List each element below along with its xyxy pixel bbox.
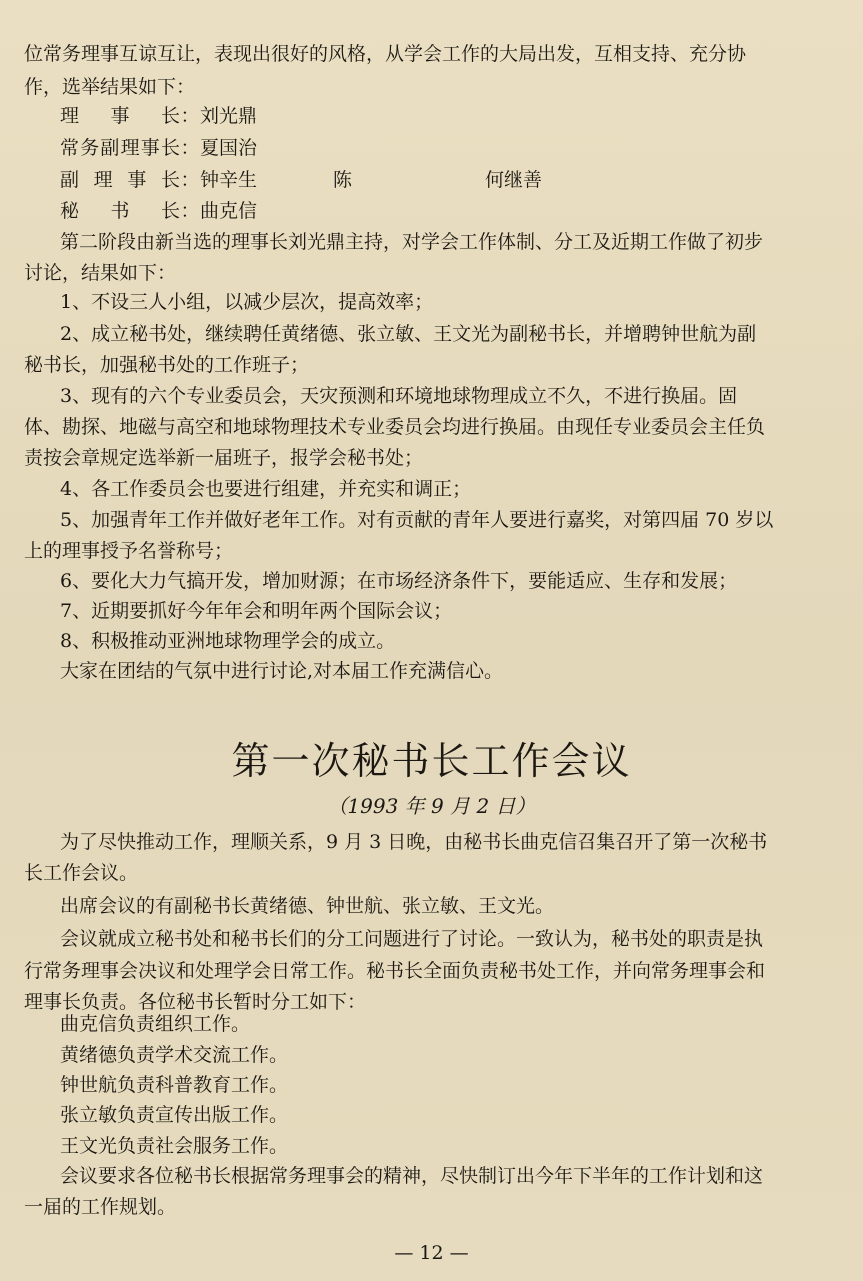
list-item-cont: 秘书长，加强秘书处的工作班子； [24, 354, 310, 376]
officer-sep: ： [180, 200, 200, 222]
officer-sep: ： [180, 169, 200, 191]
text-line: 作，选举结果如下： [24, 76, 196, 98]
officer-names: 曲克信 [200, 200, 258, 222]
list-item: 6、要化大力气搞开发，增加财源；在市场经济条件下，要能适应、生存和发展； [60, 570, 738, 592]
text-line: 位常务理事互谅互让，表现出很好的风格，从学会工作的大局出发，互相支持、充分协 [24, 43, 747, 65]
list-item-cont: 责按会章规定选举新一届班子，报学会秘书处； [24, 447, 424, 469]
list-item: 8、积极推动亚洲地球物理学会的成立。 [60, 630, 396, 652]
text-line: 行常务理事会决议和处理学会日常工作。秘书长全面负责秘书处工作，并向常务理事会和 [24, 960, 766, 982]
duty-line: 张立敏负责宣传出版工作。 [60, 1104, 289, 1126]
text-line: 出席会议的有副秘书长黄绪德、钟世航、张立敏、王文光。 [60, 895, 555, 917]
list-item: 5、加强青年工作并做好老年工作。对有贡献的青年人要进行嘉奖，对第四届 70 岁以 [60, 509, 774, 531]
text-line: 会议要求各位秘书长根据常务理事会的精神，尽快制订出今年下半年的工作计划和这 [60, 1165, 764, 1187]
list-item: 2、成立秘书处，继续聘任黄绪德、张立敏、王文光为副秘书长，并增聘钟世航为副 [60, 323, 757, 345]
officer-row [60, 139, 257, 158]
list-item: 3、现有的六个专业委员会，天灾预测和环境地球物理成立不久，不进行换届。固 [60, 385, 738, 407]
section-date: （1993 年 9 月 2 日） [327, 794, 536, 818]
text-line: 会议就成立秘书处和秘书长们的分工问题进行了讨论。一致认为，秘书处的职责是执 [60, 928, 764, 950]
text-line: 长工作会议。 [24, 862, 139, 884]
list-item-cont: 体、勘探、地磁与高空和地球物理技术专业委员会均进行换届。由现任专业委员会主任负 [24, 416, 766, 438]
duty-line: 王文光负责社会服务工作。 [60, 1135, 289, 1157]
officer-sep: ： [180, 137, 200, 159]
officer-row [60, 202, 257, 221]
duty-line: 钟世航负责科普教育工作。 [60, 1074, 289, 1096]
page-number: — 12 — [394, 1242, 469, 1264]
officer-names: 刘光鼎 [200, 105, 258, 127]
officer-role: 副理事长 [60, 169, 180, 191]
text-line: 一届的工作规划。 [24, 1196, 177, 1218]
text-line: 理事长负责。各位秘书长暂时分工如下： [24, 991, 367, 1013]
list-item: 4、各工作委员会也要进行组建，并充实和调正； [60, 478, 472, 500]
officer-row [60, 171, 542, 190]
text-line: 为了尽快推动工作，理顺关系，9 月 3 日晚，由秘书长曲克信召集召开了第一次秘书 [60, 831, 768, 853]
text-line: 第二阶段由新当选的理事长刘光鼎主持，对学会工作体制、分工及近期工作做了初步 [60, 231, 764, 253]
duty-line: 曲克信负责组织工作。 [60, 1013, 251, 1035]
officer-names: 夏国治 [200, 137, 258, 159]
officer-role: 常务副理事长 [60, 137, 180, 159]
section-title: 第一次秘书长工作会议 [231, 739, 632, 783]
text-line: 讨论，结果如下： [24, 262, 177, 284]
officer-role: 理事长 [60, 105, 180, 127]
list-item-cont: 上的理事授予名誉称号； [24, 540, 234, 562]
list-item: 7、近期要抓好今年年会和明年两个国际会议； [60, 600, 453, 622]
list-item: 1、不设三人小组，以减少层次，提高效率； [60, 291, 434, 313]
duty-line: 黄绪德负责学术交流工作。 [60, 1044, 289, 1066]
officer-row [60, 107, 257, 126]
officer-names: 钟辛生 陈 何继善 [200, 169, 543, 191]
officer-sep: ： [180, 105, 200, 127]
text-line: 大家在团结的气氛中进行讨论,对本届工作充满信心。 [60, 660, 504, 682]
officer-role: 秘书长 [60, 200, 180, 222]
